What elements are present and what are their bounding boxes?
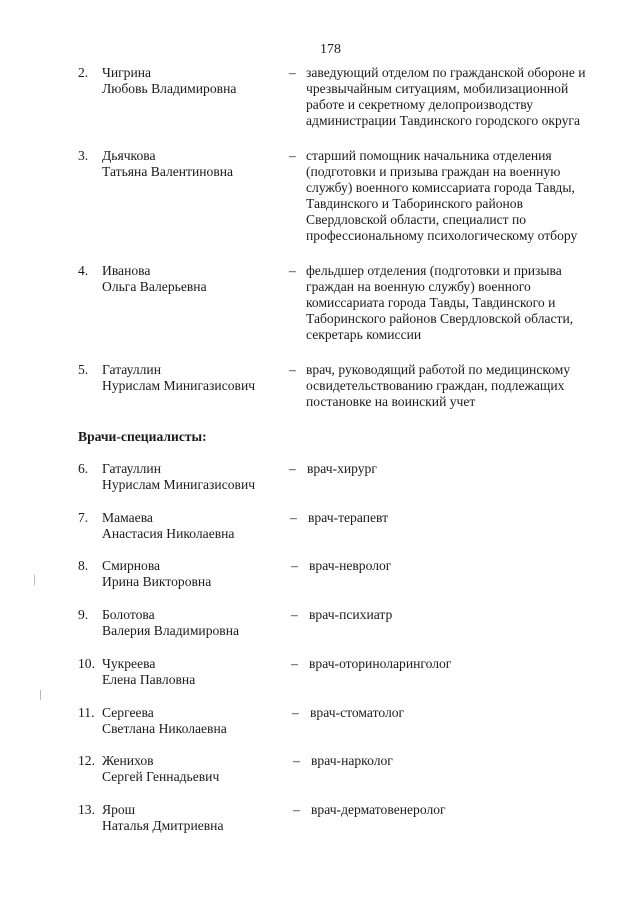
item-number: 13. [78, 802, 95, 817]
person-name [102, 753, 219, 785]
person-name [102, 510, 234, 542]
dash: – [290, 510, 297, 525]
dash: – [293, 802, 300, 817]
first-name: Ольга Валерьевна [102, 279, 207, 294]
first-name: Елена Павловна [102, 672, 196, 687]
role-text: врач-терапевт [308, 510, 389, 525]
first-name: Любовь Владимировна [102, 81, 237, 96]
role-text: врач-дерматовенеролог [311, 802, 446, 817]
role-line: секретарь комиссии [306, 327, 422, 342]
person-name [102, 802, 223, 834]
role-text: врач-психиатр [309, 607, 393, 622]
role-line: фельдшер отделения (подготовки и призыва [306, 263, 562, 278]
role-line: администрации Тавдинского городского округа [306, 113, 581, 128]
first-name: Анастасия Николаевна [102, 526, 235, 541]
person-name [102, 656, 195, 688]
first-name: Валерия Владимировна [102, 623, 240, 638]
role-line: врач, руководящий работой по медицинскому [306, 362, 571, 377]
dash: – [289, 148, 296, 163]
dash: – [289, 362, 296, 377]
item-number: 10. [78, 656, 95, 671]
first-name: Нурислам Минигазисович [102, 477, 256, 492]
dash: – [292, 705, 299, 720]
last-name: Смирнова [102, 558, 161, 573]
role-line: Тавдинского и Таборинского районов [306, 196, 524, 211]
person-name [102, 461, 255, 493]
item-number: 8. [78, 558, 89, 573]
role-line: Свердловской области, специалист по [306, 212, 527, 227]
last-name: Чукреева [102, 656, 156, 671]
first-name: Наталья Дмитриевна [102, 818, 224, 833]
role-line: освидетельствованию граждан, подлежащих [306, 378, 565, 393]
scan-mark [34, 575, 35, 585]
item-number: 6. [78, 461, 89, 476]
role-text: врач-хирург [307, 461, 377, 476]
first-name: Татьяна Валентиновна [102, 164, 234, 179]
section-heading: Врачи-специалисты: [78, 429, 207, 444]
role-line: граждан на военную службу) военного [306, 279, 531, 294]
role-line: заведующий отделом по гражданской обороне и [306, 65, 586, 80]
person-name [102, 362, 255, 394]
role-line: профессиональному психологическому отбору [306, 228, 578, 243]
last-name: Сергеева [102, 705, 154, 720]
role-line: работе и секретному делопроизводству [306, 97, 534, 112]
item-number: 3. [78, 148, 89, 163]
first-name: Светлана Николаевна [102, 721, 227, 736]
dash: – [291, 607, 298, 622]
page-number: 178 [320, 42, 341, 57]
role-text [306, 263, 573, 343]
role-line: (подготовки и призыва граждан на военную [306, 164, 561, 179]
role-text: врач-стоматолог [310, 705, 405, 720]
last-name: Дьячкова [102, 148, 156, 163]
person-name [102, 148, 233, 180]
dash: – [289, 461, 296, 476]
last-name: Ярош [102, 802, 136, 817]
dash: – [293, 753, 300, 768]
role-line: комиссариата города Тавды, Тавдинского и [306, 295, 556, 310]
role-line: постановке на воинский учет [306, 394, 476, 409]
person-name [102, 705, 227, 737]
role-text: врач-оториноларинголог [309, 656, 452, 671]
role-line: чрезвычайным ситуациям, мобилизационной [306, 81, 569, 96]
item-number: 9. [78, 607, 89, 622]
role-text [306, 148, 577, 244]
role-text: врач-невролог [309, 558, 392, 573]
item-number: 2. [78, 65, 89, 80]
role-line: старший помощник начальника отделения [306, 148, 552, 163]
last-name: Болотова [102, 607, 155, 622]
role-text: врач-нарколог [311, 753, 393, 768]
person-name [102, 263, 207, 295]
last-name: Гатауллин [102, 461, 161, 476]
dash: – [289, 263, 296, 278]
last-name: Чигрина [102, 65, 152, 80]
dash: – [291, 558, 298, 573]
last-name: Женихов [102, 753, 154, 768]
first-name: Нурислам Минигазисович [102, 378, 256, 393]
item-number: 5. [78, 362, 89, 377]
role-text [306, 362, 570, 410]
last-name: Мамаева [102, 510, 153, 525]
role-text [306, 65, 586, 129]
item-number: 7. [78, 510, 89, 525]
person-name [102, 607, 239, 639]
role-line: Таборинского районов Свердловской области, [306, 311, 574, 326]
scan-mark [40, 690, 41, 700]
first-name: Ирина Викторовна [102, 574, 212, 589]
role-line: службу) военного комиссариата города Тавды, [306, 180, 575, 195]
person-name [102, 558, 211, 590]
dash: – [289, 65, 296, 80]
person-name [102, 65, 236, 97]
item-number: 11. [78, 705, 95, 720]
item-number: 12. [78, 753, 95, 768]
last-name: Иванова [102, 263, 151, 278]
item-number: 4. [78, 263, 89, 278]
last-name: Гатауллин [102, 362, 161, 377]
dash: – [291, 656, 298, 671]
first-name: Сергей Геннадьевич [102, 769, 220, 784]
